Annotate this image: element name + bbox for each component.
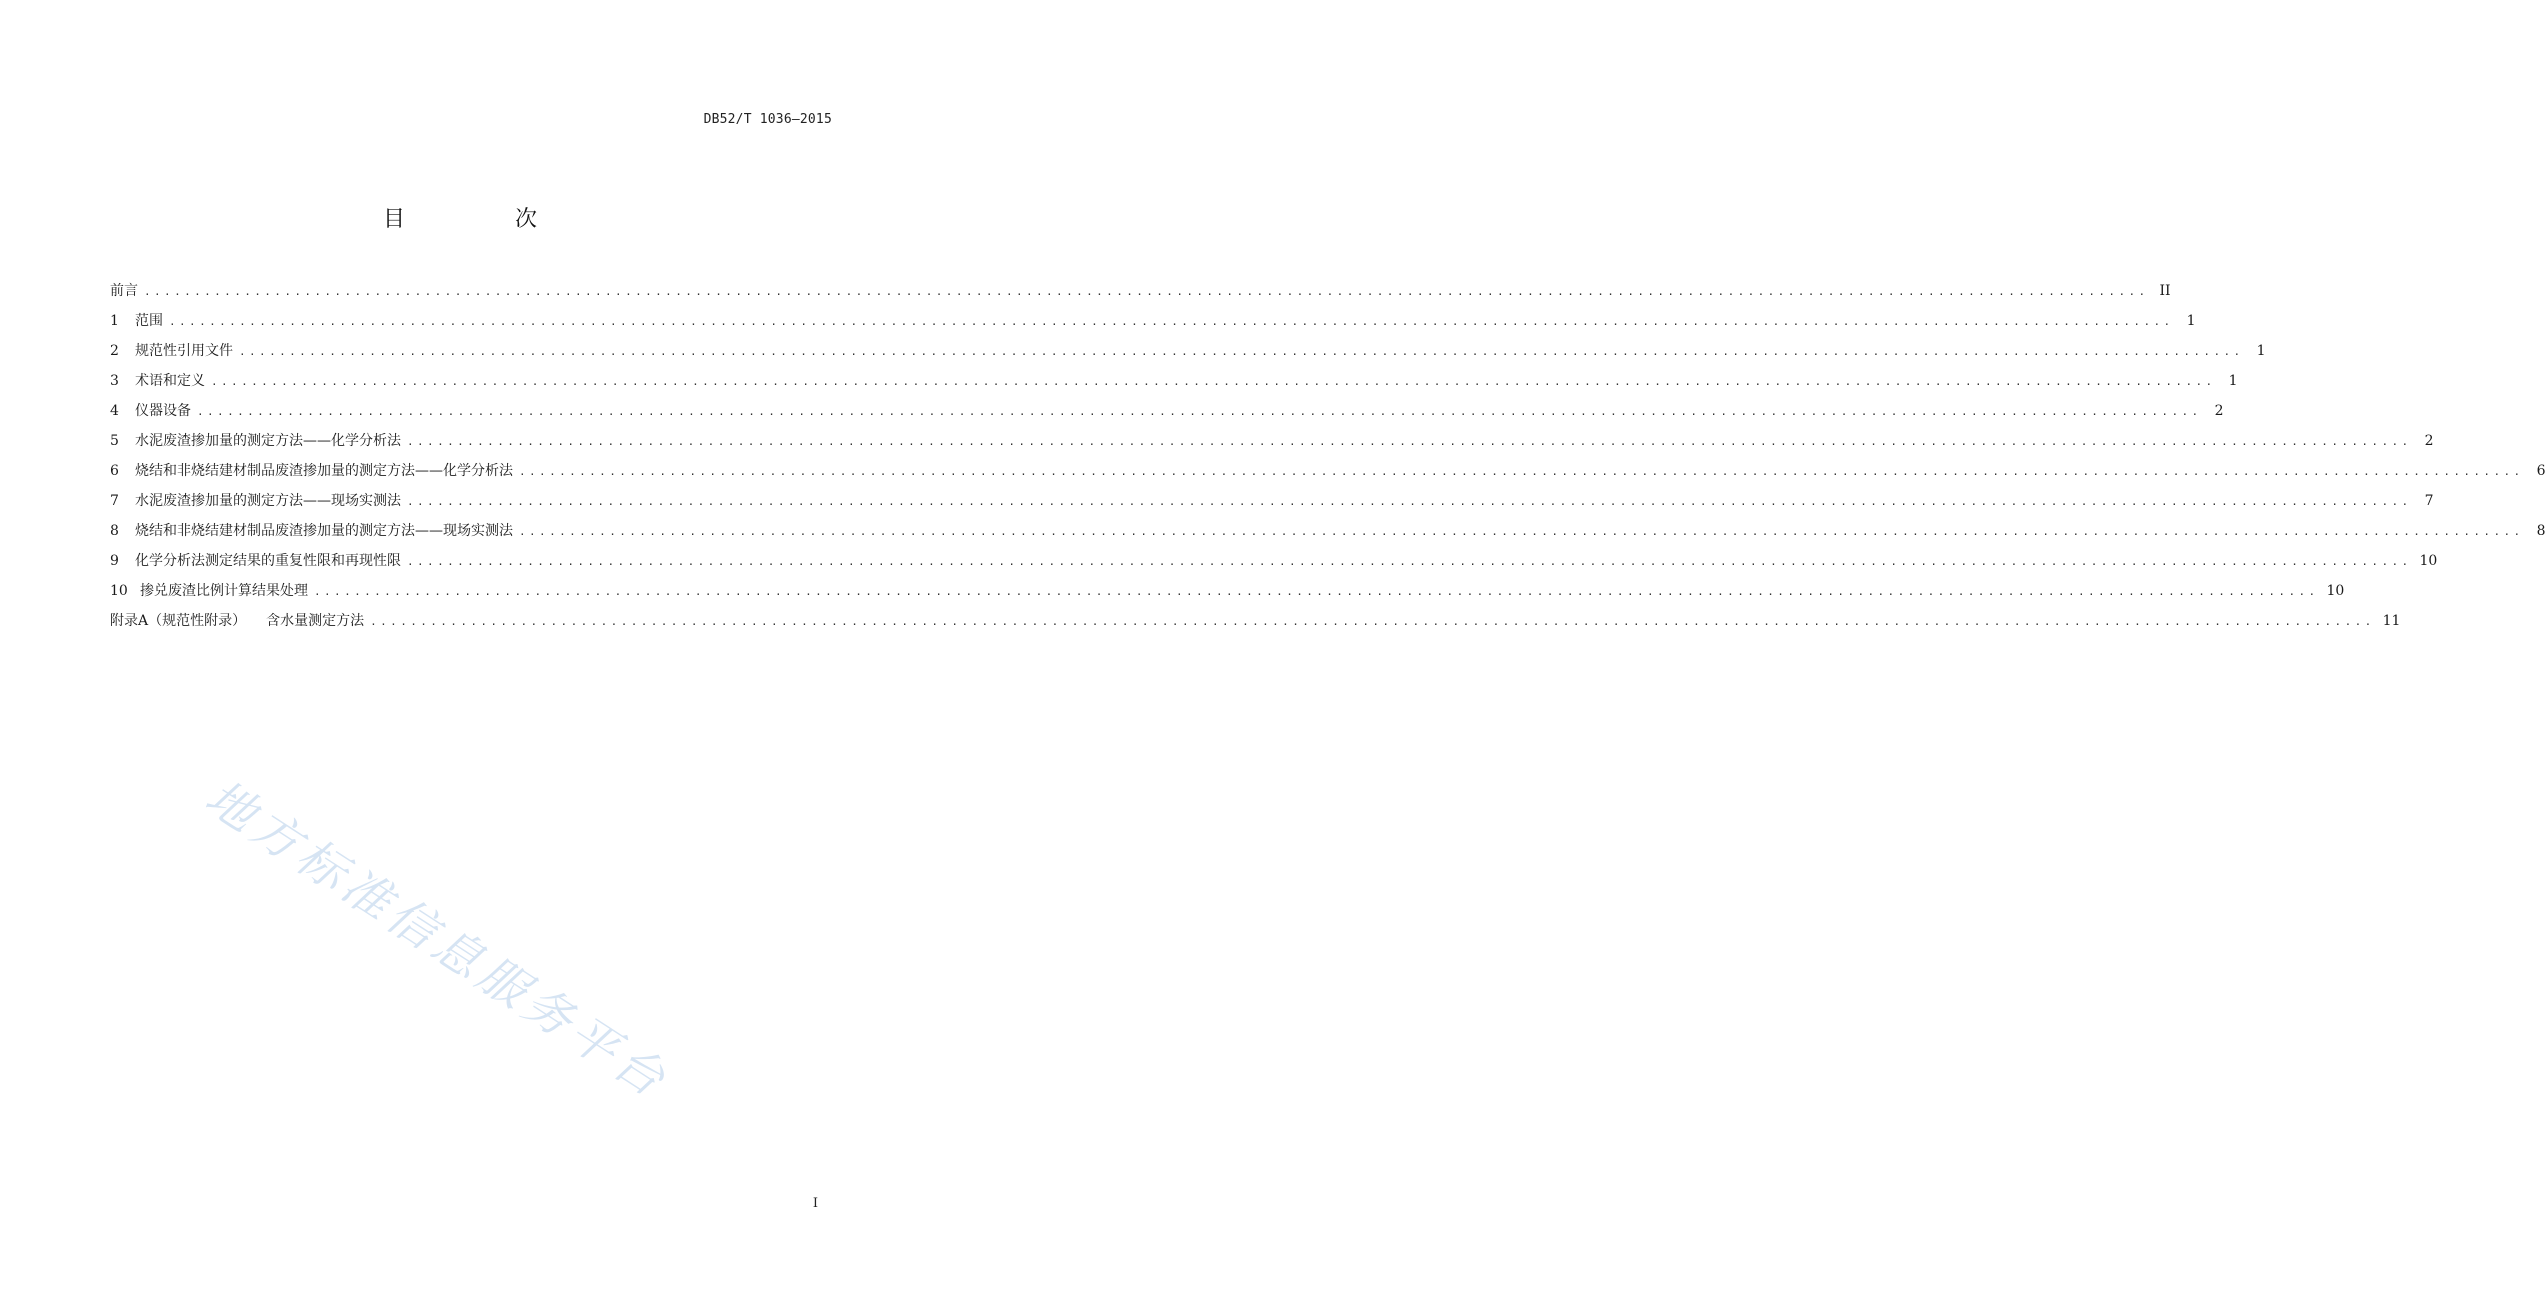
toc-entry-page: 11 [2382,613,2401,629]
toc-entry-page: 2 [2424,433,2434,449]
toc-entry-number: 5 [110,433,119,449]
toc-entry-page: 1 [2256,343,2266,359]
toc-entry-label: 术语和定义 [135,373,205,389]
toc-entry-number: 7 [110,493,119,509]
toc-entry-appendix-a[interactable] [110,606,2401,636]
toc-entry-label: 水泥废渣掺加量的测定方法——现场实测法 [135,493,401,509]
toc-entry-number: 2 [110,343,119,359]
page-number: I [812,1196,818,1211]
toc-leader-dots: ........................................................................................................................................................................................................ [407,435,2412,448]
toc-entry-number: 10 [110,583,128,599]
toc-leader-dots: ........................................................................................................................................................................................................ [144,285,2149,298]
toc-entry-label: 掺兑废渣比例计算结果处理 [140,583,308,599]
toc-entry-page: II [2159,283,2171,299]
toc-entry-label: 前言 [110,283,138,299]
toc-entry-2[interactable] [110,336,2266,366]
toc-entry-4[interactable] [110,396,2224,426]
toc-entry-label: 范围 [135,313,163,329]
toc-leader-dots: ........................................................................................................................................................................................................ [211,375,2216,388]
toc-entry-page: 1 [2228,373,2238,389]
toc-entry-label: 化学分析法测定结果的重复性限和再现性限 [135,553,401,569]
toc-leader-dots: ........................................................................................................................................................................................................ [370,615,2375,628]
toc-leader-dots: ........................................................................................................................................................................................................ [519,525,2524,538]
toc-entry-7[interactable] [110,486,2434,516]
toc-leader-dots: ........................................................................................................................................................................................................ [239,345,2244,358]
toc-entry-page: 7 [2424,493,2434,509]
toc-entry-9[interactable] [110,546,2438,576]
toc-entry-foreword[interactable] [110,276,2171,306]
toc-entry-6[interactable] [110,456,2546,486]
watermark: 地方标准信息服务平台 [195,769,679,1111]
standard-code: DB52/T 1036—2015 [703,112,832,127]
toc-entry-page: 10 [2419,553,2438,569]
toc-entry-label: 仪器设备 [135,403,191,419]
toc-leader-dots: ........................................................................................................................................................................................................ [169,315,2174,328]
toc-entry-label: 附录A（规范性附录） [110,613,247,629]
toc-entry-number: 6 [110,463,119,479]
page-title: 目 次 [382,207,581,232]
toc-entry-page: 1 [2186,313,2196,329]
toc-leader-dots: ........................................................................................................................................................................................................ [407,555,2412,568]
toc-entry-sublabel: 含水量测定方法 [266,613,365,629]
toc-entry-number: 3 [110,373,119,389]
toc-entry-label: 水泥废渣掺加量的测定方法——化学分析法 [135,433,401,449]
toc-entry-3[interactable] [110,366,2238,396]
toc-entry-label: 烧结和非烧结建材制品废渣掺加量的测定方法——化学分析法 [135,463,513,479]
toc-entry-8[interactable] [110,516,2546,546]
toc-entry-number: 9 [110,553,119,569]
toc-entry-page: 10 [2326,583,2345,599]
toc-entry-1[interactable] [110,306,2196,336]
toc-leader-dots: ........................................................................................................................................................................................................ [197,405,2202,418]
toc-entry-page: 6 [2536,463,2546,479]
toc-entry-number: 1 [110,313,119,329]
table-of-contents [110,276,2546,636]
toc-leader-dots: ........................................................................................................................................................................................................ [519,465,2524,478]
toc-entry-number: 8 [110,523,119,539]
toc-entry-label: 规范性引用文件 [135,343,233,359]
toc-entry-5[interactable] [110,426,2434,456]
toc-entry-10[interactable] [110,576,2345,606]
toc-leader-dots: ........................................................................................................................................................................................................ [407,495,2412,508]
toc-leader-dots: ........................................................................................................................................................................................................ [314,585,2319,598]
toc-entry-page: 2 [2214,403,2224,419]
toc-entry-label: 烧结和非烧结建材制品废渣掺加量的测定方法——现场实测法 [135,523,513,539]
toc-entry-page: 8 [2536,523,2546,539]
toc-entry-number: 4 [110,403,119,419]
